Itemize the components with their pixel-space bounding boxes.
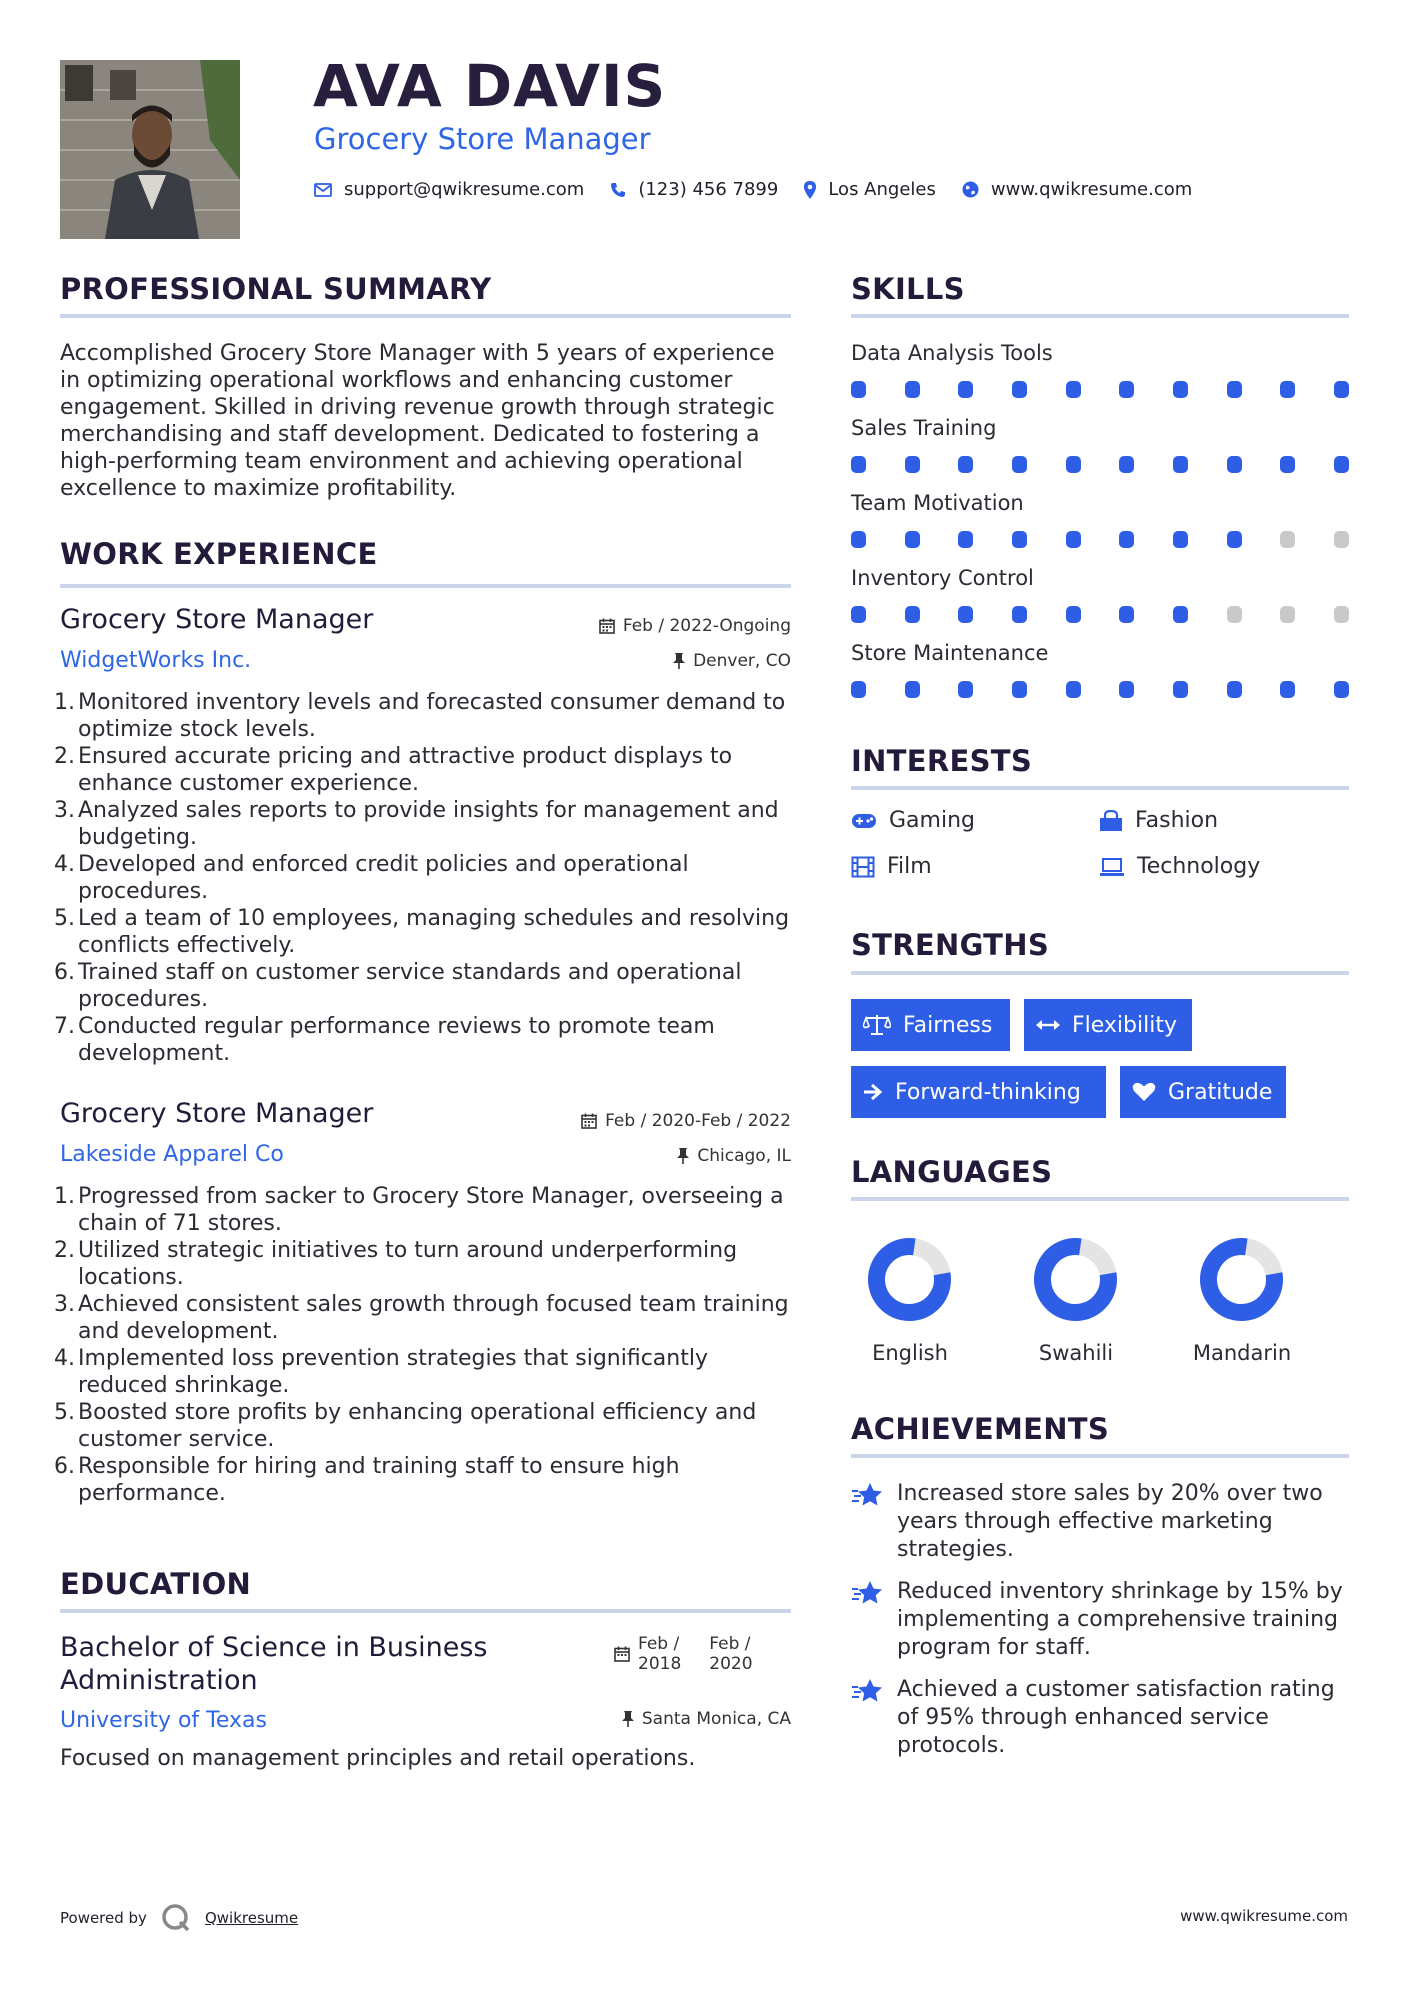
interest-label: Fashion: [1135, 808, 1219, 833]
skill-row: [851, 491, 1349, 566]
skills-heading: SKILLS: [851, 272, 965, 306]
section-divider: [60, 584, 791, 588]
rating-dot-filled: [958, 681, 973, 698]
achievement-item: [851, 1676, 1349, 1760]
interest-label: Film: [887, 854, 932, 879]
arrow-right-icon: [863, 1083, 883, 1101]
job-title: Grocery Store Manager: [60, 1098, 374, 1129]
job-location-text: Chicago, IL: [697, 1146, 791, 1166]
shopping-bag-icon: [1099, 810, 1123, 832]
language-name: English: [872, 1341, 948, 1365]
rating-dot-filled: [958, 606, 973, 623]
contact-email[interactable]: [314, 179, 584, 200]
rating-dot-filled: [851, 456, 866, 473]
language-name: Swahili: [1038, 1341, 1114, 1365]
rating-dot-filled: [905, 681, 920, 698]
rating-dot-filled: [958, 456, 973, 473]
pushpin-icon: [677, 1148, 689, 1164]
candidate-name: AVA DAVIS: [313, 52, 667, 120]
experience-heading: WORK EXPERIENCE: [60, 537, 378, 571]
location-text: Los Angeles: [828, 179, 936, 200]
laptop-icon: [1099, 857, 1125, 877]
interests-heading: INTERESTS: [851, 744, 1033, 778]
rating-dot-filled: [905, 606, 920, 623]
contact-bar: [314, 179, 1218, 200]
strength-forward-thinking: [851, 1066, 1106, 1118]
achievement-item: [851, 1480, 1349, 1564]
job-location-text: Denver, CO: [693, 651, 791, 671]
pushpin-icon: [622, 1711, 634, 1727]
summary-heading: PROFESSIONAL SUMMARY: [60, 272, 492, 306]
rating-dot-filled: [851, 531, 866, 548]
interest-technology: [1099, 854, 1260, 879]
skill-row: [851, 566, 1349, 641]
rating-dot-filled: [1066, 606, 1081, 623]
skill-rating: [851, 531, 1349, 548]
duty-text: Analyzed sales reports to provide insights for management and budgeting.: [78, 798, 779, 850]
rating-dot-empty: [1280, 606, 1295, 623]
skill-rating: [851, 681, 1349, 698]
star-icon: [851, 1678, 883, 1704]
list-item: 3. Analyzed sales reports to provide insights for management and budgeting.: [54, 798, 779, 850]
rating-dot-filled: [905, 381, 920, 398]
list-item: 5. Led a team of 10 employees, managing schedules and resolving conflicts effectively.: [54, 906, 790, 958]
rating-dot-filled: [1227, 681, 1242, 698]
rating-dot-filled: [1173, 456, 1188, 473]
brand-link[interactable]: Qwikresume: [204, 1909, 299, 1927]
rating-dot-filled: [1280, 381, 1295, 398]
education-dates: [614, 1634, 753, 1674]
rating-dot-filled: [1334, 381, 1349, 398]
envelope-icon: [314, 183, 332, 197]
rating-dot-filled: [1334, 456, 1349, 473]
list-item: 2. Utilized strategic initiatives to turn around underperforming locations.: [54, 1238, 738, 1290]
film-icon: [851, 856, 875, 878]
rating-dot-filled: [1066, 681, 1081, 698]
rating-dot-filled: [1119, 456, 1134, 473]
start-date: [638, 1634, 681, 1674]
rating-dot-filled: [1066, 456, 1081, 473]
list-item: 4. Implemented loss prevention strategies that significantly reduced shrinkage.: [54, 1346, 708, 1398]
rating-dot-filled: [1119, 381, 1134, 398]
job-dates-text: Feb / 2022-Ongoing: [622, 616, 791, 636]
interest-film: [851, 854, 932, 879]
education-location-text: Santa Monica, CA: [641, 1709, 791, 1729]
contact-location: [804, 179, 936, 200]
rating-dot-filled: [958, 531, 973, 548]
website-text: www.qwikresume.com: [990, 179, 1193, 200]
duty-text: Ensured accurate pricing and attractive product displays to enhance customer experience.: [78, 744, 733, 796]
language-name: Mandarin: [1192, 1341, 1292, 1365]
duty-text: Led a team of 10 employees, managing schedules and resolving conflicts effectively.: [78, 906, 790, 958]
section-divider: [60, 314, 791, 318]
education-description: Focused on management principles and retail operations.: [60, 1746, 696, 1771]
arrows-horizontal-icon: [1036, 1018, 1060, 1032]
degree-title: [60, 1631, 520, 1697]
rating-dot-filled: [1280, 681, 1295, 698]
interest-gaming: [851, 808, 975, 833]
school-name[interactable]: University of Texas: [60, 1708, 267, 1733]
summary-text: Accomplished Grocery Store Manager with 5 years of experience in optimizing operational workflows and enhancing customer engagement. Skilled in driving revenue growth through strategic merchandising and staff development. Dedicated to fostering a high-performing team environment and achieving operational excellence to maximize profitability.: [60, 341, 775, 501]
duty-text: Implemented loss prevention strategies that significantly reduced shrinkage.: [78, 1346, 708, 1398]
duty-text: Boosted store profits by enhancing operational efficiency and customer service.: [78, 1400, 757, 1452]
duty-text: Progressed from sacker to Grocery Store Manager, overseeing a chain of 71 stores.: [78, 1184, 784, 1236]
section-divider: [851, 1197, 1349, 1201]
rating-dot-filled: [1012, 681, 1027, 698]
footer-branding: [60, 1903, 298, 1933]
job-title: Grocery Store Manager: [60, 604, 374, 635]
list-item: 2. Ensured accurate pricing and attractive product displays to enhance customer experience.: [54, 744, 733, 796]
rating-dot-empty: [1334, 606, 1349, 623]
duty-text: Trained staff on customer service standards and operational procedures.: [78, 960, 742, 1012]
rating-dot-filled: [851, 681, 866, 698]
skill-row: [851, 641, 1349, 716]
list-item: 6. Responsible for hiring and training staff to ensure high performance.: [54, 1454, 680, 1506]
language-ring-swahili: [1033, 1237, 1118, 1326]
skill-rating: [851, 456, 1349, 473]
rating-dot-filled: [851, 606, 866, 623]
strength-label: Forward-thinking: [895, 1079, 1081, 1105]
heart-icon: [1132, 1082, 1156, 1102]
achievement-text: Increased store sales by 20% over two years through effective marketing strategies.: [897, 1481, 1323, 1562]
globe-icon: [962, 181, 979, 198]
calendar-icon: [614, 1646, 630, 1662]
end-date-month: Feb /: [709, 1634, 751, 1654]
rating-dot-empty: [1334, 531, 1349, 548]
job-dates-text: Feb / 2020-Feb / 2022: [605, 1111, 791, 1131]
list-item: 5. Boosted store profits by enhancing operational efficiency and customer service.: [54, 1400, 757, 1452]
list-item: 1. Monitored inventory levels and forecasted consumer demand to optimize stock levels.: [54, 690, 786, 742]
rating-dot-filled: [1066, 531, 1081, 548]
job-company[interactable]: WidgetWorks Inc.: [60, 648, 252, 673]
star-icon: [851, 1482, 883, 1508]
achievement-text: Achieved a customer satisfaction rating of 95% through enhanced service protocols.: [897, 1677, 1335, 1758]
rating-dot-filled: [1119, 606, 1134, 623]
job-dates: [599, 616, 791, 636]
job-duties-list: [54, 1183, 791, 1507]
powered-by-text: Powered by: [60, 1909, 147, 1927]
rating-dot-filled: [851, 381, 866, 398]
rating-dot-filled: [905, 456, 920, 473]
skills-list: [851, 341, 1349, 716]
strength-label: Flexibility: [1072, 1012, 1177, 1038]
duty-text: Monitored inventory levels and forecasted consumer demand to optimize stock levels.: [78, 690, 786, 742]
rating-dot-filled: [1334, 681, 1349, 698]
rating-dot-filled: [1227, 381, 1242, 398]
section-divider: [851, 314, 1349, 318]
skill-row: [851, 416, 1349, 491]
strength-label: Fairness: [903, 1012, 993, 1038]
duty-text: Developed and enforced credit policies and operational procedures.: [78, 852, 689, 904]
strength-gratitude: [1120, 1066, 1286, 1118]
skill-name: Sales Training: [851, 416, 997, 440]
rating-dot-empty: [1227, 606, 1242, 623]
duty-text: Achieved consistent sales growth through focused team training and development.: [78, 1292, 789, 1344]
language-ring-mandarin: [1199, 1237, 1284, 1326]
strength-label: Gratitude: [1168, 1079, 1273, 1105]
end-date: [709, 1634, 752, 1674]
contact-website[interactable]: [962, 179, 1192, 200]
duty-text: Utilized strategic initiatives to turn around underperforming locations.: [78, 1238, 738, 1290]
skill-name: Team Motivation: [851, 491, 1024, 515]
skill-rating: [851, 606, 1349, 623]
language-proficiency-ring: [1033, 1237, 1118, 1322]
achievement-text: Reduced inventory shrinkage by 15% by implementing a comprehensive training program for staff.: [897, 1579, 1343, 1660]
languages-heading: LANGUAGES: [851, 1155, 1053, 1189]
list-item: 7. Conducted regular performance reviews to promote team development.: [54, 1014, 715, 1066]
end-date-year: 2020: [709, 1654, 753, 1674]
degree-line: Bachelor of Science in Business: [60, 1632, 488, 1663]
rating-dot-filled: [1012, 456, 1027, 473]
start-date-year: 2018: [638, 1654, 682, 1674]
rating-dot-filled: [1173, 531, 1188, 548]
rating-dot-filled: [1173, 381, 1188, 398]
job-company[interactable]: Lakeside Apparel Co: [60, 1142, 284, 1167]
achievement-item: [851, 1578, 1349, 1662]
interest-fashion: [1099, 808, 1218, 833]
duty-text: Conducted regular performance reviews to promote team development.: [78, 1014, 715, 1066]
phone-icon: [610, 182, 626, 198]
interest-label: Technology: [1137, 854, 1261, 879]
map-pin-icon: [804, 181, 816, 199]
language-ring-english: [867, 1237, 952, 1326]
job-location: [673, 651, 791, 671]
language-proficiency-ring: [1199, 1237, 1284, 1322]
duty-text: Responsible for hiring and training staff to ensure high performance.: [78, 1454, 680, 1506]
pushpin-icon: [673, 653, 685, 669]
calendar-icon: [581, 1113, 597, 1129]
degree-line: Administration: [60, 1665, 258, 1696]
rating-dot-filled: [1227, 531, 1242, 548]
section-divider: [851, 1454, 1349, 1458]
candidate-role: Grocery Store Manager: [314, 122, 651, 156]
rating-dot-filled: [1280, 456, 1295, 473]
rating-dot-filled: [1012, 381, 1027, 398]
skill-rating: [851, 381, 1349, 398]
balance-scale-icon: [863, 1014, 891, 1036]
profile-photo: [60, 60, 240, 239]
section-divider: [60, 1609, 791, 1613]
email-text: support@qwikresume.com: [344, 179, 585, 200]
rating-dot-filled: [1173, 681, 1188, 698]
interest-label: Gaming: [889, 808, 975, 833]
language-proficiency-ring: [867, 1237, 952, 1322]
list-item: 4. Developed and enforced credit policies and operational procedures.: [54, 852, 689, 904]
skill-name: Inventory Control: [851, 566, 1034, 590]
rating-dot-filled: [958, 381, 973, 398]
education-location: [622, 1709, 791, 1729]
section-divider: [851, 786, 1349, 790]
achievements-heading: ACHIEVEMENTS: [851, 1412, 1110, 1446]
start-date-month: Feb /: [638, 1634, 680, 1654]
section-divider: [851, 971, 1349, 975]
rating-dot-filled: [905, 531, 920, 548]
strength-flexibility: [1024, 999, 1192, 1051]
footer-url[interactable]: www.qwikresume.com: [1180, 1907, 1348, 1925]
rating-dot-filled: [1227, 456, 1242, 473]
education-heading: EDUCATION: [60, 1567, 252, 1601]
rating-dot-filled: [1173, 606, 1188, 623]
skill-name: Store Maintenance: [851, 641, 1049, 665]
strength-fairness: [851, 999, 1010, 1051]
rating-dot-filled: [1119, 681, 1134, 698]
phone-text: (123) 456 7899: [638, 179, 779, 200]
job-location: [677, 1146, 791, 1166]
list-item: 3. Achieved consistent sales growth through focused team training and development.: [54, 1292, 789, 1344]
star-icon: [851, 1580, 883, 1606]
qwikresume-logo-icon: [161, 1903, 191, 1933]
calendar-icon: [599, 618, 615, 634]
contact-phone[interactable]: [610, 179, 778, 200]
strengths-heading: STRENGTHS: [851, 928, 1050, 962]
rating-dot-filled: [1119, 531, 1134, 548]
job-dates: [581, 1111, 791, 1131]
rating-dot-filled: [1012, 531, 1027, 548]
rating-dot-empty: [1280, 531, 1295, 548]
skill-name: Data Analysis Tools: [851, 341, 1053, 365]
gamepad-icon: [851, 813, 877, 829]
list-item: 1. Progressed from sacker to Grocery Store Manager, overseeing a chain of 71 stores.: [54, 1184, 784, 1236]
rating-dot-filled: [1012, 606, 1027, 623]
list-item: 6. Trained staff on customer service standards and operational procedures.: [54, 960, 742, 1012]
skill-row: [851, 341, 1349, 416]
rating-dot-filled: [1066, 381, 1081, 398]
job-duties-list: [54, 689, 791, 1067]
